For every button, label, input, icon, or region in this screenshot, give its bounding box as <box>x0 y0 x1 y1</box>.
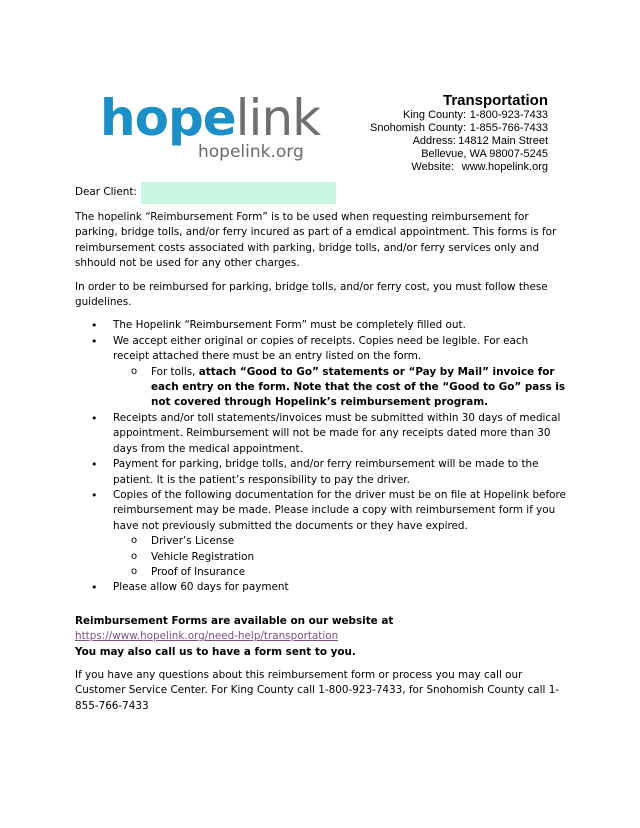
forms-call-note: You may also call us to have a form sent to you. <box>75 645 356 658</box>
contact-value: 1-800-923-7433 <box>469 109 548 121</box>
contact-title: Transportation <box>442 92 548 109</box>
contact-label: Website: <box>411 161 454 173</box>
sub-item-bold-text: attach “Good to Go” statements or “Pay by Mail” invoice for each entry on the form. Note that the cost of the “Good to Go” pass is not covered through Hopelink’s reimbursement program. <box>151 365 566 409</box>
list-item-text: We accept either original or copies of receipts. Copies need be legible. For each receipt attached there must be an entry listed on the form. <box>113 334 529 363</box>
forms-link[interactable]: https://www.hopelink.org/need-help/transportation <box>75 630 339 643</box>
list-item <box>75 334 567 411</box>
sub-list-item: o Proof of Insurance <box>113 565 567 580</box>
forms-heading: Reimbursement Forms are available on our website at <box>75 614 394 627</box>
list-item-text: Copies of the following documentation for the driver must be on file at Hopelink before reimbursement may be made. Please include a copy with reimbursement form if you have not previously submitted the documents or they have expired. <box>113 488 566 532</box>
list-item-text: Receipts and/or toll statements/invoices must be submitted within 30 days of medical appointment. Reimbursement will not be made for any receipts dated more than 30 days from the medical appointment. <box>113 411 561 455</box>
intro-paragraph: The hopelink “Reimbursement Form” is to be used when requesting reimbursement for parking, bridge tolls, and/or ferry incured as part of a emdical appointment. This forms is for reimbursement costs associated with parking, bridge tolls, and/or ferry services only and shhould not be used for any other charges. <box>75 211 557 270</box>
contact-row-city <box>348 148 548 161</box>
sub-list <box>113 365 567 411</box>
contact-value: 1-855-766-7433 <box>469 122 548 134</box>
letter-body <box>75 182 567 722</box>
list-item <box>75 411 567 457</box>
list-item <box>75 488 567 580</box>
contact-row-address <box>348 135 548 148</box>
guidelines-intro: In order to be reimbursed for parking, bridge tolls, and/or ferry cost, you must follow these guidelines. <box>75 280 548 309</box>
list-item-text: Payment for parking, bridge tolls, and/or ferry reimbursement will be made to the patient. It is the patient’s responsibility to pay the driver. <box>113 458 539 486</box>
sub-item-prefix: For tolls, <box>151 365 199 378</box>
list-item <box>75 580 567 595</box>
salutation: Dear Client: <box>75 186 137 199</box>
hopelink-logo <box>100 89 321 170</box>
sub-list-item: o Vehicle Registration <box>113 550 567 565</box>
contact-label: Snohomish County: <box>370 122 466 134</box>
contact-label: King County: <box>403 109 466 121</box>
list-item-text: Please allow 60 days for payment <box>113 581 289 594</box>
guidelines-list <box>75 318 567 595</box>
contact-value: www.hopelink.org <box>461 161 548 173</box>
contact-row-website <box>348 161 548 174</box>
contact-row-snohomish <box>348 122 548 135</box>
closing-paragraph: If you have any questions about this reimbursement form or process you may call our Customer Service Center. For King County call 1-800-923-7433, for Snohomish County call 1-855-766-7433 <box>75 668 560 712</box>
salutation-line <box>75 182 567 204</box>
logo-hope-text: hope <box>100 89 236 147</box>
sub-list-item: o Driver’s License <box>113 534 567 549</box>
sub-list-item <box>113 365 567 411</box>
logo-link-text: link <box>235 89 321 147</box>
list-item-text: The Hopelink “Reimbursement Form” must be completely filled out. <box>113 319 466 332</box>
contact-block <box>348 92 548 174</box>
contact-value: Bellevue, WA 98007-5245 <box>421 148 548 160</box>
contact-row-king <box>348 109 548 122</box>
client-name-field[interactable] <box>141 182 336 204</box>
list-item <box>75 318 567 333</box>
list-item <box>75 457 567 488</box>
logo-wordmark <box>100 90 320 146</box>
contact-value: 14812 Main Street <box>458 135 548 147</box>
contact-label: Address: <box>412 135 456 147</box>
sub-list <box>113 534 567 580</box>
logo-url: hopelink.org <box>198 142 304 162</box>
